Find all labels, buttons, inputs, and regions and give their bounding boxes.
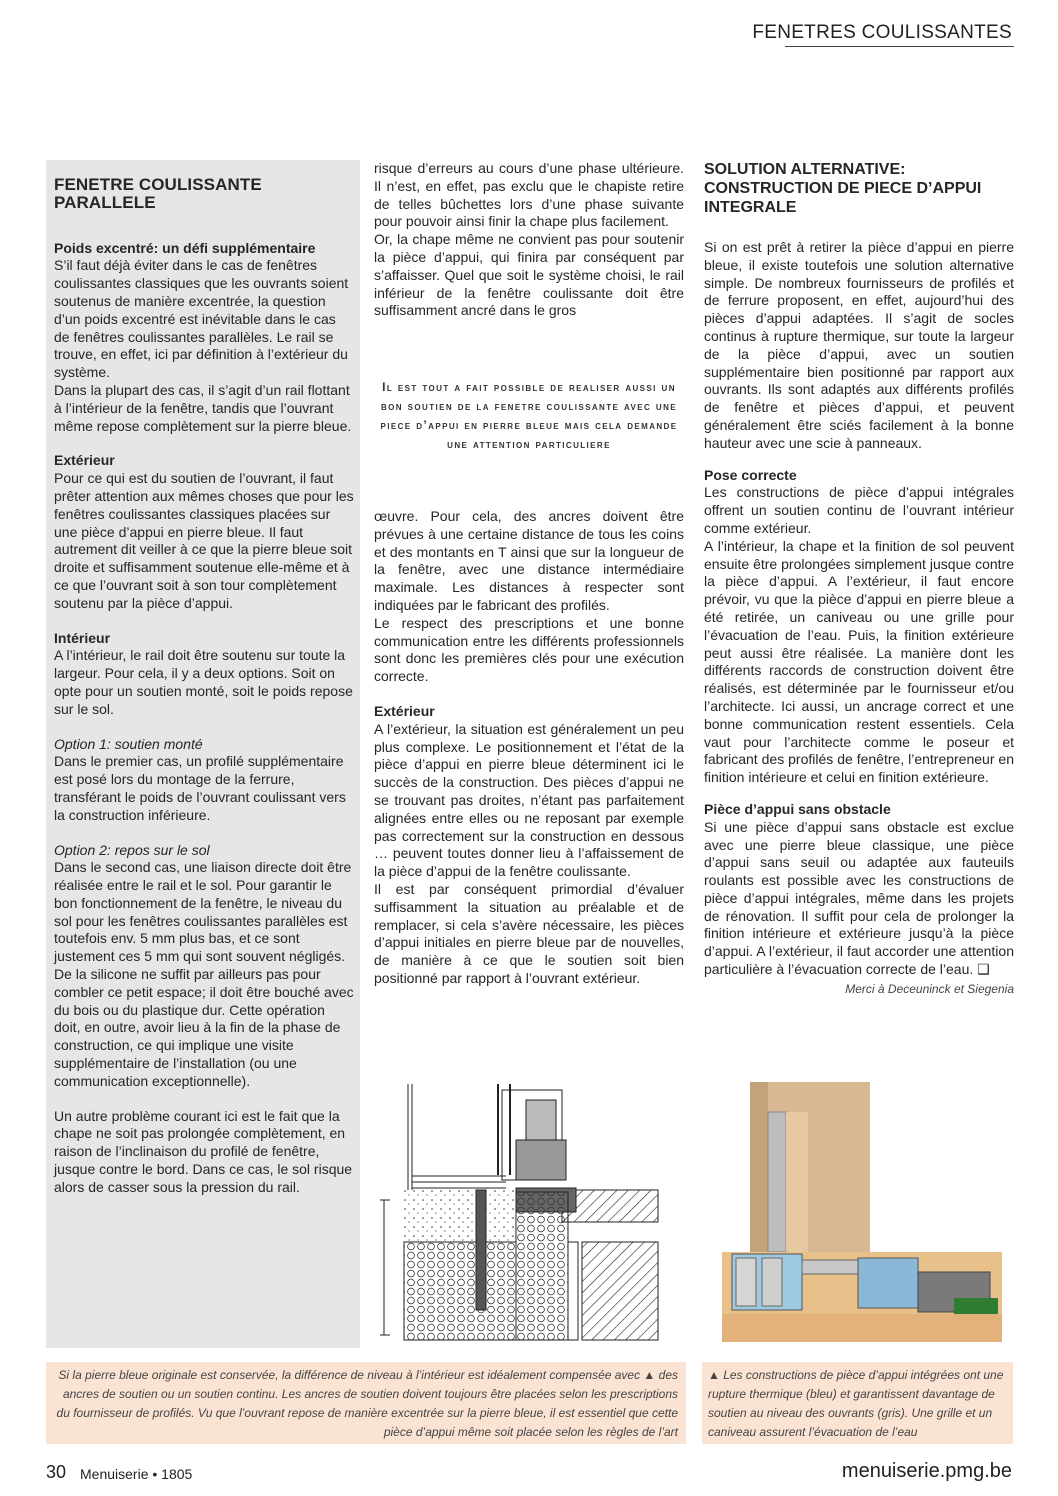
caption-right: [702, 1362, 1013, 1444]
paragraph: S’il faut déjà éviter dans le cas de fenêtres coulissantes classiques que les ouvrants soient soutenus de manière excentrée, la question d’un poids excentré est inévitable dans le cas de fenêtres coulissantes parallèles. Le rail se trouve, en effet, ici par définition à l’extérieur du système.: [54, 257, 349, 381]
header-rule: [785, 46, 1014, 47]
magazine-issue: Menuiserie • 1805: [80, 1466, 193, 1482]
paragraph: Le respect des prescriptions et une bonne communication entre les différents professionnels sont donc les premières clés pour une exécution correcte.: [374, 614, 684, 685]
technical-drawing: [376, 1080, 666, 1342]
header-title: FENETRES COULISSANTES: [752, 22, 1012, 43]
column-2-bottom: [374, 508, 684, 988]
option1-label: Option 1: soutien monté: [54, 735, 203, 752]
section-title: SOLUTION ALTERNATIVE: CONSTRUCTION DE PIECE D’APPUI INTEGRALE: [704, 161, 982, 216]
sill-cross-section-photo: [722, 1082, 1002, 1344]
paragraph: œuvre. Pour cela, des ancres doivent être prévues à une certaine distance de tous les coins et des montants en T ainsi que sur la longueur de la fenêtre, avec une distance intermédiaire maximale. Les distances à respecter sont indiquées par le fabricant des profilés.: [374, 508, 684, 613]
paragraph: Si une pièce d’appui sans obstacle est exclue avec une pierre bleue classique, une pièce d’appui sans seuil ou adaptée aux fauteuils roulants est possible avec les constructions de pièce d’appui intégrales, même dans les projets de rénovation. Il suffit pour cela de prolonger la finition intérieure et extérieure jusqu’à la pièce d’appui. A l’extérieur, il faut accorder une attention particulière à l’évacuation correcte de l’eau. ❑: [704, 818, 1014, 978]
website-url: menuiserie.pmg.be: [841, 1460, 1012, 1482]
heading-poids: Poids excentré: un défi supplémentaire: [54, 239, 316, 256]
paragraph: A l’intérieur, la chape et la finition de sol peuvent ensuite être prolongées simplement jusque contre la pièce d’appui. A l’extérieur, il faut encore prévoir, vu que la pièce d’appui en pierre bleue a été retirée, un caniveau ou une grille pour l’évacuation de l’eau. Puis, la finition extérieure peut aussi être réalisée. La manière dont les différents raccords de construction doivent être réalisés, est déterminée par le fournisseur et/ou l’architecte. Ici aussi, un ancrage correct et une bonne communication restent essentiels. Cela vaut pour l’architecte comme le poseur et fabricant des profilés de fenêtre, l’entrepreneur en finition intérieure et celui en finition extérieure.: [704, 537, 1014, 786]
caption-left: [46, 1362, 686, 1444]
paragraph: Pour ce qui est du soutien de l’ouvrant, il faut prêter attention aux mêmes choses que pour les fenêtres coulissantes classiques placées sur une pièce d’appui en pierre bleue. Il faut autrement dit veiller à ce que la pierre bleue soit droite et suffisamment soutenue elle-même et à ce que l’ouvrant soit à son tour complètement soutenu par la pièce d’appui.: [54, 470, 354, 611]
paragraph: Dans le premier cas, un profilé supplémentaire est posé lors du montage de la ferrure, transférant le poids de l’ouvrant coulissant vers la construction inférieure.: [54, 753, 346, 823]
sidebar-content: [54, 176, 354, 1197]
caption-right-text: ▲ Les constructions de pièce d’appui intégrées ont une rupture thermique (bleu) et garantissent davantage de soutien au niveau des ouvrants (gris). Une grille et un caniveau assurent l’évacuation de l’eau: [708, 1368, 1004, 1439]
heading-interieur: Intérieur: [54, 629, 111, 646]
sidebar-box: [46, 160, 360, 1348]
paragraph: Or, la chape même ne convient pas pour soutenir la pièce d’appui, qui finira par conséquent par s’affaisser. Quel que soit le système choisi, le rail inférieur de la fenêtre coulissante doit être suffisamment ancré dans le gros: [374, 231, 684, 319]
caption-left-text: Si la pierre bleue originale est conservée, la différence de niveau à l’intérieur est idéalement compensée avec ▲ des ancres de soutien ou un soutien continu. Les ancres de soutien doivent toujours être placées selon les prescriptions du fournisseur de profilés. Vu que l’ouvrant repose de manière excentrée sur la pierre bleue, il est essentiel que cette pièce d’appui même soit placée selon les règles de l’art: [56, 1368, 678, 1439]
pull-quote: Il est tout a fait possible de realiser aussi un bon soutien de la fenetre coulissante avec une piece d’appui en pierre bleue mais cela demande une attention particuliere: [380, 380, 678, 451]
sidebar-title: FENETRE COULISSANTE PARALLELE: [54, 175, 262, 212]
paragraph: A l’intérieur, le rail doit être soutenu sur toute la largeur. Pour cela, il y a deux options. Soit on opte pour un soutien monté, soit le poids repose sur le sol.: [54, 647, 353, 717]
page-number: 30: [46, 1462, 67, 1482]
paragraph: De la silicone ne suffit par ailleurs pas pour combler ce petit espace; il doit être bouché avec du bois ou du plastique dur. Cette opération doit, en outre, avoir lieu à la fin de la phase de construction, ce qui implique une visite supplémentaire de l’installation (ou une communication exceptionnelle).: [54, 966, 354, 1089]
paragraph: Dans la plupart des cas, il s’agit d’un rail flottant à l’intérieur de la fenêtre, tandis que l’ouvrant même repose complètement sur la pierre bleue.: [54, 381, 352, 434]
paragraph: Un autre problème courant ici est le fait que la chape ne soit pas prolongée complètement, en raison de l’inclinaison du profilé de fenêtre, jusque contre le bord. Dans ce cas, le sol risque alors de casser sous la pression du rail.: [54, 1107, 353, 1195]
paragraph: Il est par conséquent primordial d’évaluer suffisamment la situation au préalable et de remplacer, si cela s’avère nécessaire, les pièces d’appui initiales en pierre bleue par de nouvelles, de manière à ce que le soutien soit bien positionné par rapport à l’ouvrant extérieur.: [374, 880, 684, 986]
heading-exterieur: Extérieur: [374, 702, 435, 719]
option2-label: Option 2: repos sur le sol: [54, 841, 210, 858]
paragraph: Si on est prêt à retirer la pièce d’appui en pierre bleue, il existe toutefois une solution alternative simple. De nombreux fournisseurs de profilés et de ferrure proposent, en effet, aujourd’hui des pièces d’appui adaptées. Il s’agit de socles continus à rupture thermique, sur toute la largeur de la pièce d’appui, avec un soutien supplémentaire bien positionné par rapport aux ouvrants. Ils sont adaptés aux différents profilés de fenêtre et pièces d’appui, et peuvent généralement être sciés facilement à la bonne hauteur avec une scie à panneaux.: [704, 239, 1014, 451]
paragraph: risque d’erreurs au cours d’une phase ultérieure. Il n’est, en effet, pas exclu que le chapiste retire de telles bûchettes lors d’une phase suivante pour pouvoir ainsi finir la chape plus facilement.: [374, 160, 684, 230]
paragraph: Dans le second cas, une liaison directe doit être réalisée entre le rail et le sol. Pour garantir le bon fonctionnement de la fenêtre, le niveau du sol pour les fenêtres coulissantes parallèles est toutefois env. 5 mm plus bas, et ce sont justement ces 5 mm qui sont souvent négligés.: [54, 859, 352, 965]
heading-obstacle: Pièce d’appui sans obstacle: [704, 800, 891, 817]
paragraph: A l’extérieur, la situation est généralement un peu plus complexe. Le positionnement et l’état de la pièce d’appui en pierre bleue déterminent ici le succès de la construction. Des pièces d’appui ne se trouvant pas droites, n’étant pas parfaitement alignées entre elles ou ne reposant par exemple pas correctement sur la construction en dessous … peuvent toutes donner lieu à l’affaissement de la pièce d’appui de la fenêtre coulissante.: [374, 720, 684, 880]
credit: Merci à Deceuninck et Siegenia: [845, 981, 1014, 996]
column-3: [704, 160, 1014, 999]
heading-exterieur: Extérieur: [54, 452, 115, 469]
paragraph: Les constructions de pièce d’appui intégrales offrent un soutien continu de l’ouvrant intérieur comme extérieur.: [704, 484, 1014, 536]
column-2-top: [374, 160, 684, 320]
heading-pose: Pose correcte: [704, 466, 797, 483]
